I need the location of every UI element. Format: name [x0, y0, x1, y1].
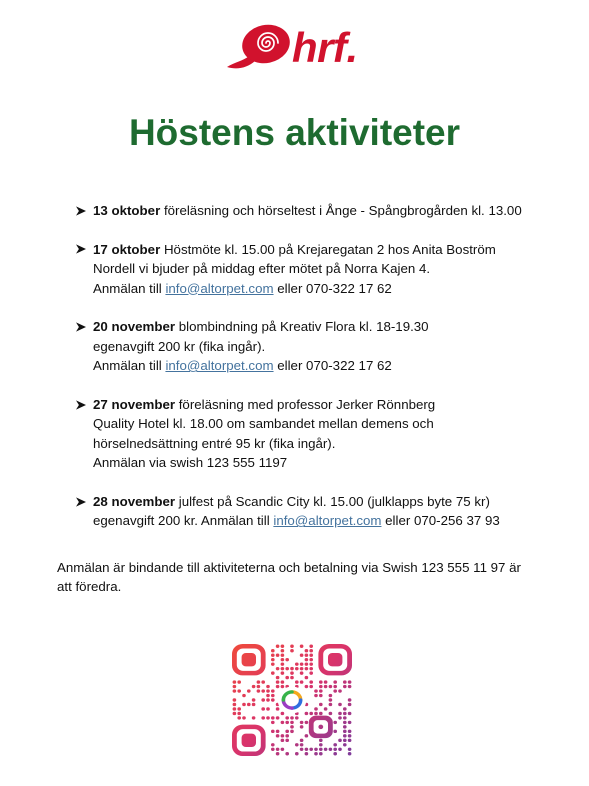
- notice-line: att föredra.: [57, 579, 122, 595]
- activity-description: föreläsning och hörseltest i Ånge - Spångbrogården kl. 13.00: [160, 203, 522, 218]
- hrf-logo: [224, 20, 374, 74]
- signup-text: egenavgift 200 kr. Anmälan till: [93, 513, 274, 529]
- email-link[interactable]: info@altorpet.com: [165, 358, 274, 374]
- signup-text: Anmälan till: [93, 358, 166, 374]
- activity-description: föreläsning med professor Jerker Rönnberg: [175, 396, 436, 412]
- signup-phone: eller 070-322 17 62: [273, 358, 392, 374]
- activity-date: 27 november: [93, 396, 176, 412]
- activity-date: 17 oktober: [93, 241, 161, 257]
- registration-notice: [57, 558, 577, 597]
- signup-line: [93, 356, 576, 375]
- activity-date: 20 november: [93, 319, 176, 335]
- activity-detail-line: egenavgift 200 kr (fika ingår).: [93, 338, 266, 354]
- activity-detail-line: Nordell vi bjuder på middag efter mötet på Norra Kajen 4.: [93, 261, 431, 277]
- activity-item: [76, 492, 576, 531]
- email-link[interactable]: info@altorpet.com: [165, 280, 274, 296]
- logo-wordmark: hrf.: [292, 24, 358, 71]
- activity-date: 28 november: [93, 493, 176, 509]
- arrowhead-shape: [76, 400, 86, 409]
- activity-item: [76, 240, 576, 298]
- activity-detail-line: Quality Hotel kl. 18.00 om sambandet mellan demens och: [93, 416, 434, 432]
- signup-line: [93, 279, 576, 298]
- activity-headline: [93, 317, 576, 336]
- signup-text: Anmälan till: [93, 280, 166, 296]
- qr-finder-pattern: [318, 644, 352, 675]
- arrowhead-shape: [76, 245, 86, 254]
- arrowhead-bullet-icon: [76, 206, 86, 216]
- activity-item: [76, 201, 576, 220]
- arrowhead-bullet-icon: [76, 322, 86, 332]
- signup-line: [93, 511, 576, 530]
- hrf-swirl-icon: [224, 22, 292, 72]
- activity-description: Höstmöte kl. 15.00 på Krejaregatan 2 hos Anita Boström: [160, 241, 496, 257]
- activity-date: 13 oktober: [93, 203, 161, 218]
- arrowhead-shape: [76, 322, 86, 331]
- page-title: Höstens aktiviteter: [128, 112, 461, 153]
- arrowhead-shape: [76, 497, 86, 506]
- signup-line: Anmälan via swish 123 555 1197: [93, 455, 288, 471]
- qr-finder-pattern: [232, 644, 266, 675]
- activity-headline: [93, 240, 576, 259]
- signup-phone: eller 070-256 37 93: [381, 513, 500, 529]
- qr-alignment-pattern: [309, 716, 333, 738]
- activity-headline: [93, 201, 576, 220]
- activity-description: julfest på Scandic City kl. 15.00 (julklapps byte 75 kr): [175, 493, 490, 509]
- activity-description: blombindning på Kreativ Flora kl. 18-19.30: [175, 319, 429, 335]
- activity-detail-line: hörselnedsättning entré 95 kr (fika ingår).: [93, 435, 336, 451]
- rainbow-swirl-icon: [278, 687, 307, 714]
- email-link[interactable]: info@altorpet.com: [273, 513, 382, 529]
- arrowhead-bullet-icon: [76, 400, 86, 410]
- activity-headline: [93, 395, 576, 414]
- activity-list: [76, 201, 576, 550]
- arrowhead-shape: [76, 206, 86, 215]
- qr-finder-pattern: [232, 725, 266, 756]
- arrowhead-bullet-icon: [76, 497, 86, 507]
- notice-line: Anmälan är bindande till aktiviteterna och betalning via Swish 123 555 11 97 är: [57, 560, 521, 575]
- arrowhead-bullet-icon: [76, 244, 86, 254]
- qr-code: [232, 644, 352, 756]
- activity-item: [76, 317, 576, 375]
- activity-headline: [93, 492, 576, 511]
- signup-phone: eller 070-322 17 62: [273, 280, 392, 296]
- activity-item: [76, 395, 576, 473]
